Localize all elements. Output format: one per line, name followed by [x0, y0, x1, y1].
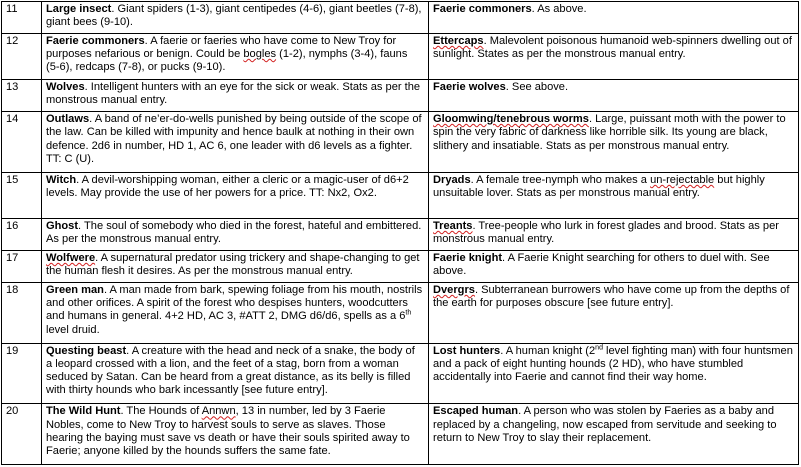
- table-row: [2, 219, 799, 251]
- roll-number: 19: [2, 343, 42, 404]
- encounter-name: Outlaws: [46, 113, 90, 126]
- encounter-cell: [429, 172, 799, 218]
- encounter-description: level fighting man) with four huntsmen and a pack of eight hunting hounds (2 HD), who have stumbled accidentally into Faerie and cannot find their way home.: [433, 344, 793, 384]
- encounter-cell: [42, 172, 429, 218]
- encounter-table: [1, 1, 799, 465]
- encounter-cell: [429, 282, 799, 343]
- encounter-cell: [429, 250, 799, 282]
- table-row: [2, 404, 799, 465]
- encounter-description: . A faerie or faeries who have come to New Troy for purposes nefarious or benign. Could be: [46, 34, 397, 61]
- encounter-description: , 13 in number, led by 3 Faerie Nobles, come to New Troy to harvest souls to serve as slaves. Those hearing the baying must save vs death or have their souls spirited away to Faerie; anyone killed by the hounds suffers the same fate.: [46, 405, 410, 458]
- encounter-description: . A devil-worshipping woman, either a cleric or a magic-user of d6+2 levels. May provide the use of her powers for a price. TT: Nx2, Ox2.: [46, 173, 409, 200]
- encounter-cell: [429, 219, 799, 251]
- roll-number: 18: [2, 282, 42, 343]
- encounter-name: Ettercaps: [433, 34, 484, 47]
- encounter-cell: [42, 219, 429, 251]
- encounter-description: . The Hounds of: [120, 405, 202, 418]
- encounter-name: Green man: [46, 283, 104, 296]
- table-row: [2, 172, 799, 218]
- table-row: [2, 250, 799, 282]
- roll-number: 17: [2, 250, 42, 282]
- spellcheck-word: un-rejectable: [650, 173, 715, 186]
- encounter-description: . A man made from bark, spewing foliage from his mouth, nostrils and other orifices. A spirit of the forest who despises hunters, woodcutters and humans in general. 4+2 HD, AC 3, #ATT 2, DMG d6/d6, spells as a 6: [46, 283, 423, 323]
- encounter-name: Faerie commoners: [46, 34, 145, 47]
- encounter-name: Faerie knight: [433, 251, 503, 264]
- encounter-name: Faerie wolves: [433, 81, 506, 94]
- encounter-name: Dryads: [433, 173, 471, 186]
- roll-number: 16: [2, 219, 42, 251]
- encounter-description: . Subterranean burrowers who have come up from the depths of the earth for purposes obscure [see future entry].: [433, 283, 790, 310]
- roll-number: 11: [2, 2, 42, 34]
- roll-number: 12: [2, 33, 42, 79]
- encounter-name: Faerie commoners: [433, 3, 532, 15]
- encounter-description: . See above.: [505, 81, 569, 94]
- encounter-description: . Giant spiders (1-3), giant centipedes (4-6), giant beetles (7-8), giant bees (9-10).: [46, 3, 422, 29]
- encounter-cell: [429, 343, 799, 404]
- encounter-name: Witch: [46, 173, 77, 186]
- ordinal-suffix: nd: [595, 343, 603, 351]
- roll-number: 15: [2, 172, 42, 218]
- spellcheck-word: bogles: [243, 48, 277, 61]
- encounter-description: . As above.: [531, 3, 587, 15]
- encounter-cell: [429, 33, 799, 79]
- encounter-name: Escaped human: [433, 405, 519, 418]
- encounter-cell: [42, 80, 429, 112]
- encounter-cell: [42, 250, 429, 282]
- roll-number: 20: [2, 404, 42, 465]
- encounter-description: . Intelligent hunters with an eye for the sick or weak. Stats as per the monstrous manual entry.: [46, 81, 421, 107]
- table-row: [2, 2, 799, 34]
- encounter-cell: [42, 404, 429, 465]
- encounter-description: . Large, puissant moth with the power to spin the very fabric of darkness like horrible silk. Its young are black, slithery and insatiable. Stats as per monstrous manual entry.: [433, 113, 786, 152]
- encounter-description: . A person who was stolen by Faeries as a baby and replaced by a changeling, now escaped from servitude and seeking to return to New Troy to slay their replacement.: [433, 405, 777, 444]
- encounter-description: . Tree-people who lurk in forest glades and brood. Stats as per monstrous manual entry.: [433, 220, 779, 246]
- encounter-name: Questing beast: [46, 344, 127, 357]
- encounter-description: . A Faerie Knight searching for others to duel with. See above.: [433, 251, 770, 278]
- table-row: [2, 80, 799, 112]
- encounter-name: Wolfwere: [46, 251, 96, 264]
- encounter-description: but highly unsuitable lover. Stats as per monstrous manual entry.: [433, 173, 765, 200]
- encounter-cell: [429, 80, 799, 112]
- encounter-cell: [429, 404, 799, 465]
- encounter-description: . A creature with the head and neck of a snake, the body of a leopard crossed with a lion, and the feet of a stag, born from a woman seduced by Satan. Can be heard from a great distance, as its belly is filled with thirty hounds who bark incessantly [see future entry].: [46, 344, 415, 397]
- table-row: [2, 112, 799, 173]
- encounter-description: . A female tree-nymph who makes a: [470, 173, 651, 186]
- encounter-cell: [42, 2, 429, 34]
- ordinal-suffix: th: [405, 309, 412, 317]
- spellcheck-word: Annwn: [201, 405, 236, 418]
- encounter-cell: [42, 343, 429, 404]
- encounter-cell: [429, 2, 799, 34]
- encounter-name: Ghost: [46, 220, 79, 233]
- table-row: [2, 33, 799, 79]
- encounter-description: (1-2), nymphs (3-4), fauns (5-6), redcaps (7-8), or pucks (9-10).: [46, 48, 408, 74]
- encounter-description: . A band of ne’er-do-wells punished by being outside of the scope of the law. Can be killed with impunity and hence baulk at nothing in their own defence. 2d6 in number, HD 1, AC 6, one leader with d6 levels as a fighter. TT: C (U).: [46, 113, 422, 165]
- encounter-name: Dvergrs: [433, 283, 475, 296]
- encounter-name: Treants: [433, 220, 473, 233]
- encounter-description: level druid.: [46, 323, 100, 336]
- roll-number: 13: [2, 80, 42, 112]
- encounter-description: . A human knight (2: [500, 344, 596, 357]
- encounter-cell: [429, 112, 799, 173]
- encounter-cell: [42, 112, 429, 173]
- encounter-name: Gloomwing/tenebrous worms: [433, 113, 589, 126]
- table-row: [2, 282, 799, 343]
- encounter-cell: [42, 282, 429, 343]
- encounter-description: . Malevolent poisonous humanoid web-spinners dwelling out of sunlight. States as per the monstrous manual entry.: [433, 34, 792, 61]
- table-row: [2, 343, 799, 404]
- encounter-name: The Wild Hunt: [46, 405, 121, 418]
- encounter-name: Wolves: [46, 81, 85, 94]
- encounter-name: Lost hunters: [433, 344, 501, 357]
- encounter-description: . The soul of somebody who died in the forest, hateful and embittered. As per the monstrous manual entry.: [46, 220, 422, 246]
- roll-number: 14: [2, 112, 42, 173]
- encounter-name: Large insect: [46, 3, 112, 15]
- encounter-description: . A supernatural predator using trickery and shape-changing to get the human flesh it desires. As per the monstrous manual entry.: [46, 251, 420, 278]
- encounter-cell: [42, 33, 429, 79]
